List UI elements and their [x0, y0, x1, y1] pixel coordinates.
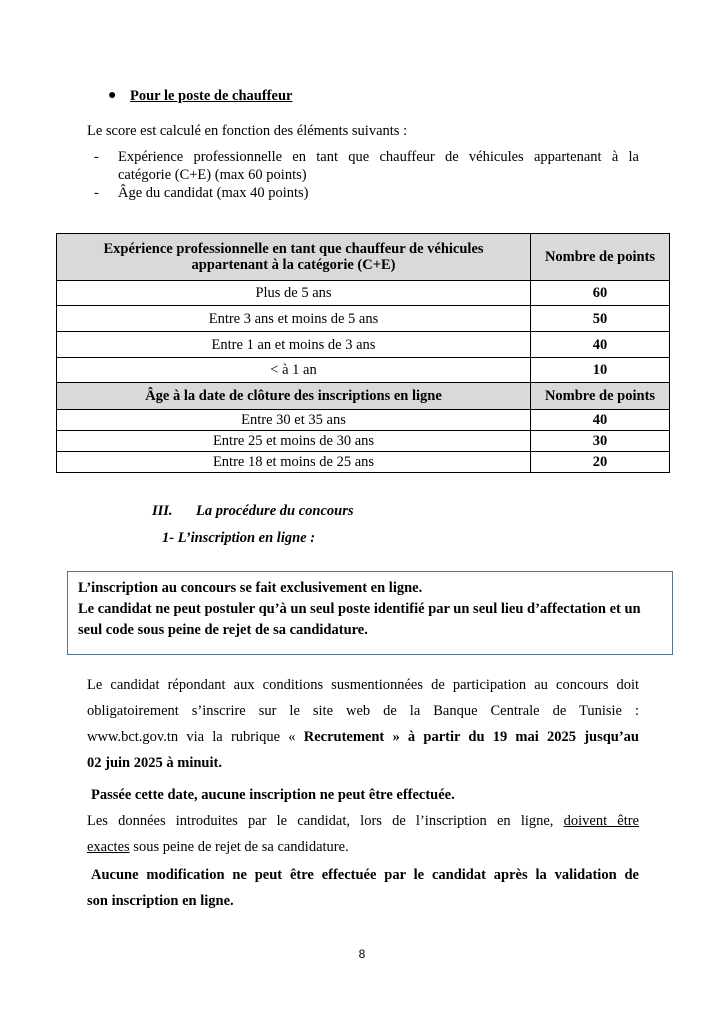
age-header: Âge à la date de clôture des inscriptions en ligne	[57, 383, 531, 410]
experience-header: Expérience professionnelle en tant que chauffeur de véhicules appartenant à la catégorie (C+E)	[57, 234, 531, 281]
dash-icon: -	[94, 185, 99, 201]
page-number: 8	[358, 947, 366, 961]
paragraph-3-line2: exactes sous peine de rejet de sa candidature.	[87, 839, 349, 855]
scoring-table	[56, 233, 670, 473]
section-title: Pour le poste de chauffeur	[130, 88, 293, 104]
criteria-item-1-line2: catégorie (C+E) (max 60 points)	[118, 167, 307, 183]
table-row: Entre 25 et moins de 30 ans 30	[57, 431, 670, 452]
paragraph-1-line4: 02 juin 2025 à minuit.	[87, 755, 222, 771]
paragraph-3-line1: Les données introduites par le candidat, lors de l’inscription en ligne, doivent être	[87, 813, 639, 829]
notice-box	[67, 571, 673, 655]
paragraph-1-line2: obligatoirement s’inscrire sur le site web de la Banque Centrale de Tunisie :	[87, 703, 639, 719]
section-heading: La procédure du concours	[196, 503, 354, 519]
paragraph-1-line3: www.bct.gov.tn via la rubrique « Recrutement » à partir du 19 mai 2025 jusqu’au	[87, 729, 640, 745]
section-number: III.	[152, 503, 173, 519]
table-header-row	[57, 234, 670, 281]
bullet-icon: ●	[108, 88, 117, 103]
table-row: Plus de 5 ans 60	[57, 281, 670, 306]
notice-line-1: L’inscription au concours se fait exclusivement en ligne.	[78, 580, 423, 596]
paragraph-1-line1: Le candidat répondant aux conditions susmentionnées de participation au concours doit	[87, 677, 639, 693]
points-header: Nombre de points	[531, 383, 670, 410]
table-row: Entre 18 et moins de 25 ans 20	[57, 452, 670, 473]
paragraph-4-line2: son inscription en ligne.	[87, 893, 234, 909]
table-row: Entre 1 an et moins de 3 ans 40	[57, 332, 670, 358]
paragraph-2: Passée cette date, aucune inscription ne peut être effectuée.	[91, 787, 455, 803]
points-header: Nombre de points	[531, 234, 670, 281]
subsection-heading: 1- L’inscription en ligne :	[162, 530, 316, 546]
notice-line-2: Le candidat ne peut postuler qu’à un seul poste identifié par un seul lieu d’affectation et un seul code sous peine de rejet de sa candidature.	[78, 601, 641, 638]
paragraph-4-line1: Aucune modification ne peut être effectuée par le candidat après la validation de	[91, 867, 639, 883]
table-row: Entre 30 et 35 ans 40	[57, 410, 670, 431]
criteria-item-2: Âge du candidat (max 40 points)	[118, 185, 309, 201]
table-header-row	[57, 383, 670, 410]
intro-text: Le score est calculé en fonction des éléments suivants :	[87, 123, 408, 139]
table-row: Entre 3 ans et moins de 5 ans 50	[57, 306, 670, 332]
table-row: < à 1 an 10	[57, 358, 670, 383]
dash-icon: -	[94, 149, 99, 165]
criteria-item-1-line1: Expérience professionnelle en tant que chauffeur de véhicules appartenant à la	[118, 149, 639, 165]
